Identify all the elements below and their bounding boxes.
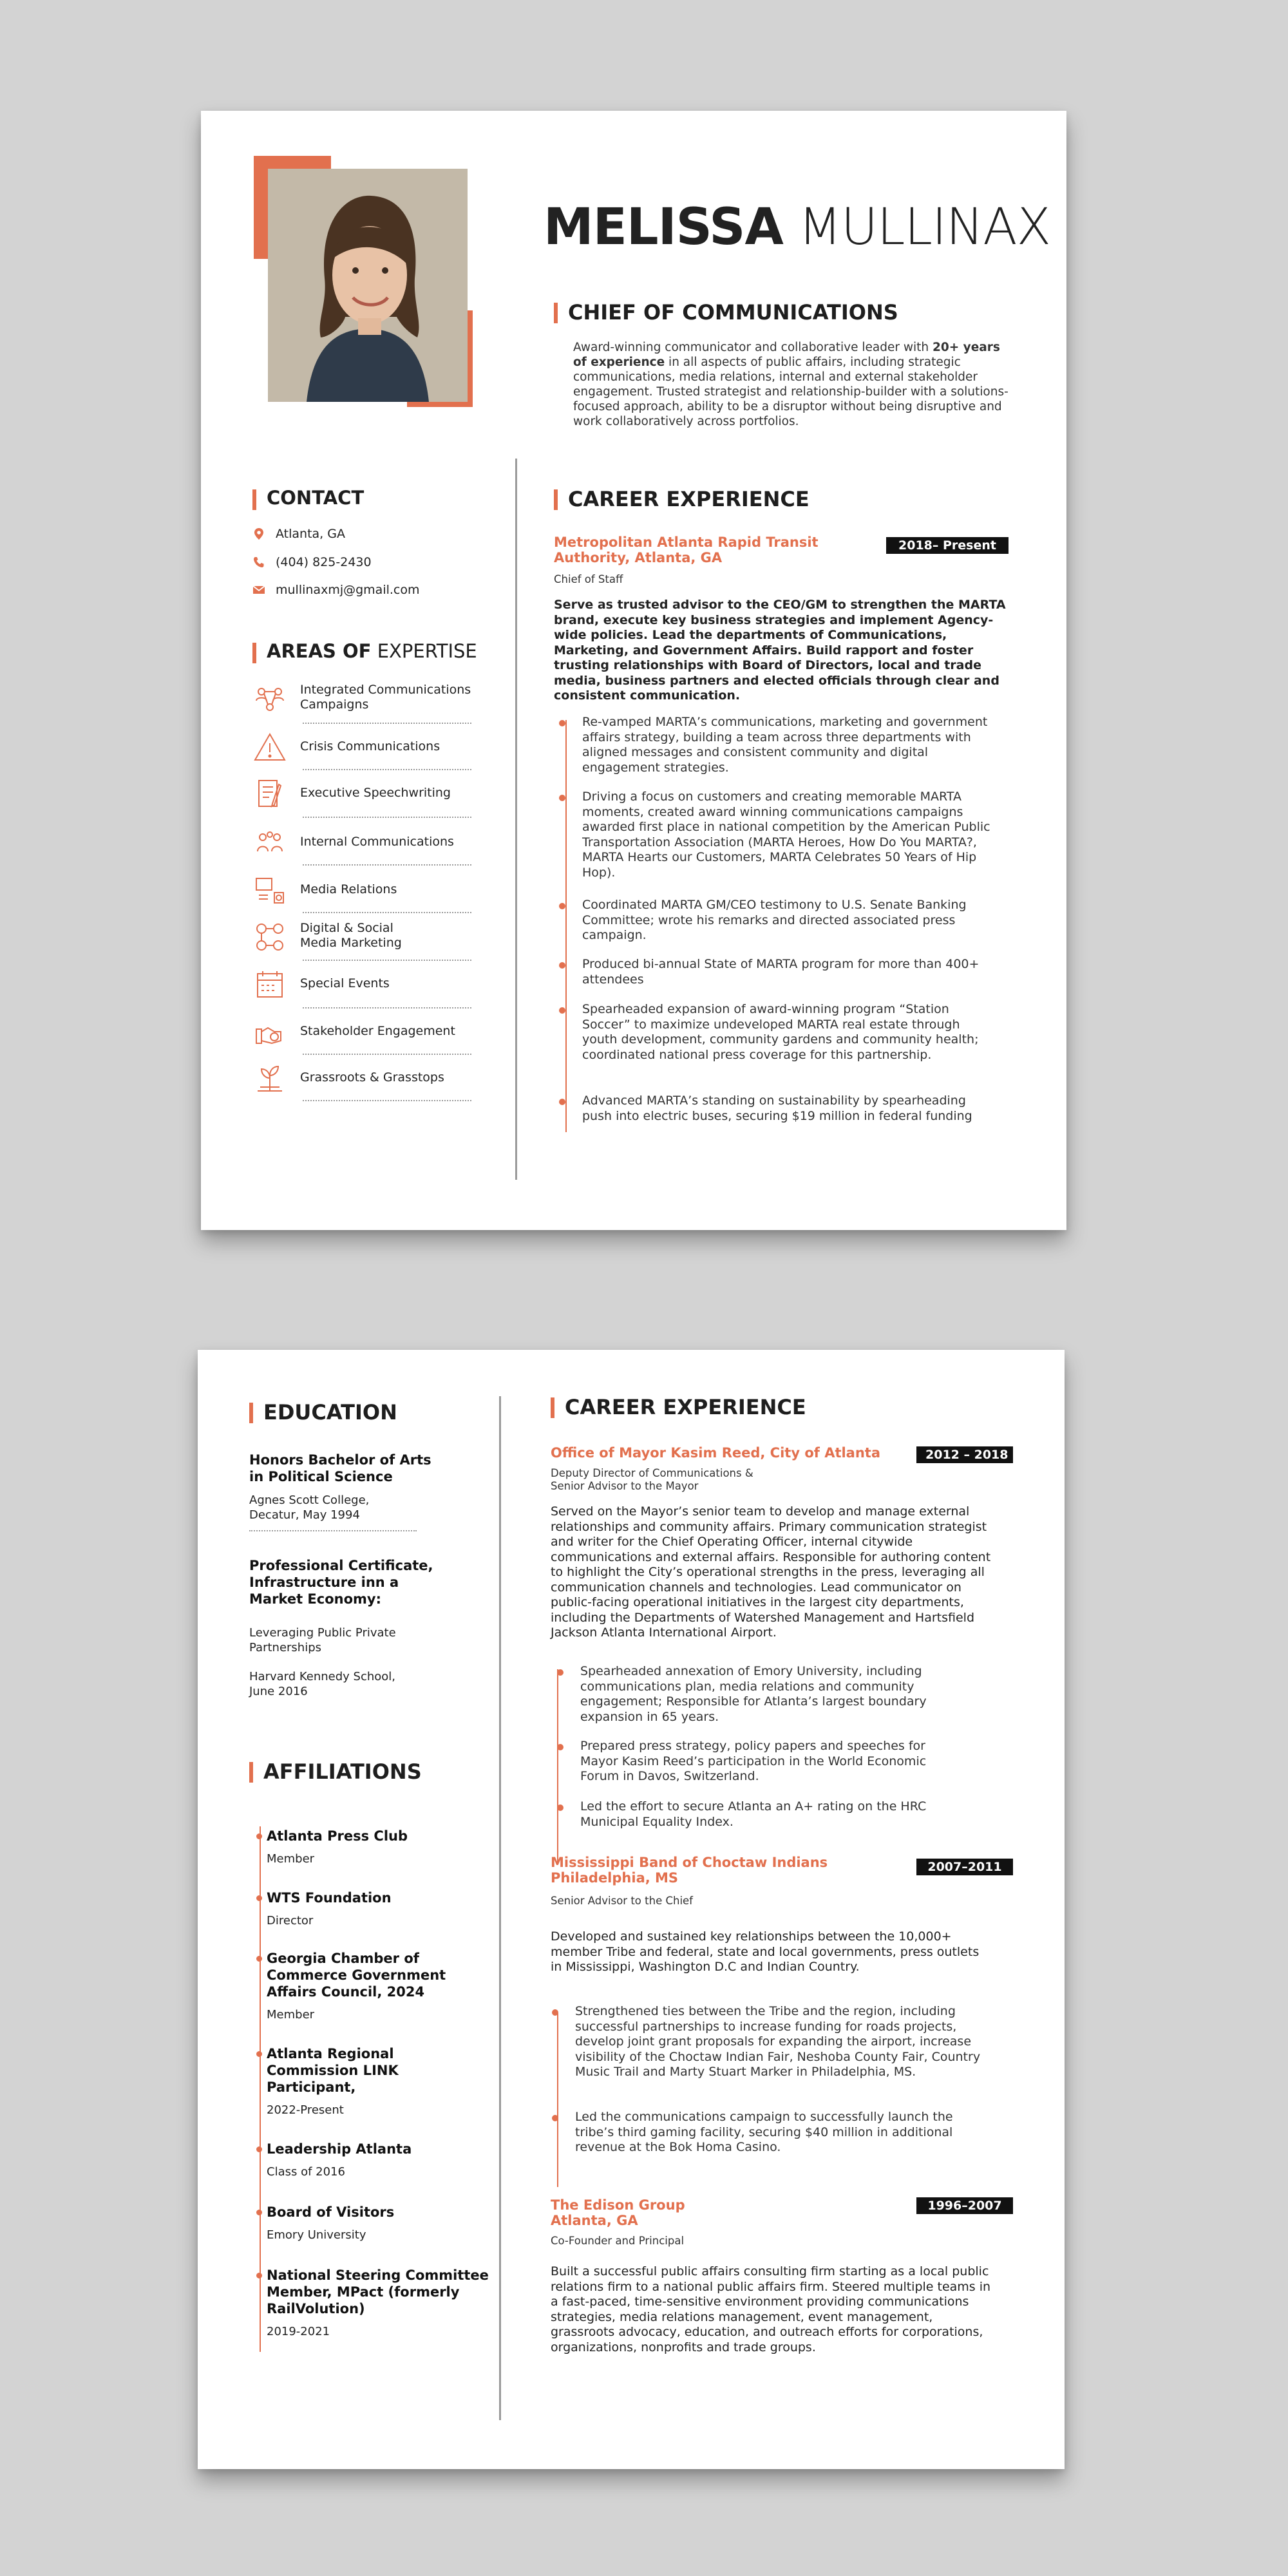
date-range-badge: 1996–2007 [916, 2197, 1013, 2214]
divider [249, 1530, 417, 1531]
affiliation-name: WTS Foundation [267, 1889, 498, 1906]
job-bullet: Prepared press strategy, policy papers and speeches for Mayor Kasim Reed’s participation in the World Economic Forum in Davos, Switzerland. [580, 1739, 967, 1785]
envelope-icon [252, 583, 265, 596]
profile-summary: Award-winning communicator and collaborative leader with 20+ years of experience in all aspects of public affairs, including strategic communications, media relations, internal and external stakeholder engagement. Trusted strategist and relationship-builder with a solutions-focused approach, ability to be a disruptor without being disruptive and work collaboratively across portfolios. [573, 341, 1009, 428]
divider [303, 864, 471, 866]
degree: Honors Bachelor of Arts in Political Science [249, 1452, 431, 1484]
document-pen-icon [252, 777, 287, 811]
job-role: Co-Founder and Principal [551, 2235, 685, 2247]
job-bullet: Spearheaded expansion of award-winning program “Station Soccer” to maximize undeveloped MARTA real estate through youth development, community gardens and community health; coordinated national press coverage for this partnership. [582, 1002, 994, 1063]
phone-icon [252, 556, 265, 569]
job-bullet: Led the communications campaign to successfully launch the tribe’s third gaming facility, securing $40 million in additional revenue at the Bok Homa Casino. [575, 2110, 987, 2155]
contact-location: Atlanta, GA [252, 527, 345, 541]
affiliation-role: Emory University [267, 2228, 366, 2242]
expertise-item: Grassroots & Grasstops [252, 1061, 471, 1096]
job-description: Developed and sustained key relationships between the 10,000+ member Tribe and federal, state and local governments, press outlets in Mississippi, Washington D.C and Indian Country. [551, 1929, 980, 1974]
people-network-icon [252, 683, 287, 717]
date-range-badge: 2018– Present [886, 537, 1009, 554]
contact-email[interactable]: mullinaxmj@gmail.com [252, 583, 420, 597]
social-icon [252, 920, 287, 954]
profile-photo [268, 169, 468, 402]
warning-icon [252, 730, 287, 765]
contact-heading: CONTACT [252, 487, 364, 509]
divider [303, 1100, 471, 1101]
affiliation-name: Leadership Atlanta [267, 2141, 498, 2157]
expertise-heading: AREAS OF EXPERTISE [252, 640, 477, 662]
job-bullet: Advanced MARTA’s standing on sustainability by spearheading push into electric buses, securing $19 million in federal funding [582, 1094, 994, 1124]
school: Harvard Kennedy School, June 2016 [249, 1670, 396, 1698]
company-name: Metropolitan Atlanta Rapid Transit Authority, Atlanta, GA [554, 535, 819, 565]
career-heading: CAREER EXPERIENCE [554, 487, 810, 511]
job-title-heading: CHIEF OF COMMUNICATIONS [554, 300, 898, 325]
job-role: Chief of Staff [554, 573, 623, 585]
job-bullet: Driving a focus on customers and creating memorable MARTA moments, created award winning communications campaigns awarded first place in national competition by the American Public Transportation Association (MARTA Heroes, How Do You MARTA?, MARTA Hearts our Customers, MARTA Celebrates 50 Years of Hip Hop). [582, 790, 994, 880]
expertise-item: Integrated Communications Campaigns [252, 683, 471, 717]
job-bullet: Coordinated MARTA GM/CEO testimony to U.S. Senate Banking Committee; wrote his remarks and directed associated press campaign. [582, 898, 994, 943]
education-heading: EDUCATION [249, 1400, 397, 1425]
school: Agnes Scott College, Decatur, May 1994 [249, 1493, 370, 1522]
divider [303, 1007, 471, 1009]
affiliation-name: Atlanta Regional Commission LINK Participant, [267, 2045, 434, 2096]
affiliation-name: Atlanta Press Club [267, 1828, 498, 1844]
divider [303, 817, 471, 818]
job-role: Senior Advisor to the Chief [551, 1895, 693, 1907]
expertise-item: Executive Speechwriting [252, 777, 471, 811]
divider [303, 912, 471, 913]
candidate-name [544, 198, 1051, 256]
date-range-badge: 2012 – 2018 [916, 1446, 1013, 1463]
divider [303, 769, 471, 770]
divider [303, 1054, 471, 1055]
company-name: Mississippi Band of Choctaw Indians Philadelphia, MS [551, 1855, 828, 1886]
affiliation-role: 2022-Present [267, 2103, 344, 2117]
company-name: The Edison Group Atlanta, GA [551, 2197, 685, 2228]
bullet-timeline [557, 2013, 558, 2187]
resume-page-2 [198, 1350, 1065, 2469]
date-range-badge: 2007–2011 [916, 1859, 1013, 1875]
calendar-icon [252, 967, 287, 1002]
certificate-course: Leveraging Public Private Partnerships [249, 1626, 396, 1654]
affiliation-name: Georgia Chamber of Commerce Government Affairs Council, 2024 [267, 1950, 473, 2000]
bullet-timeline [565, 720, 567, 1132]
affiliations-heading: AFFILIATIONS [249, 1759, 422, 1784]
job-bullet: Spearheaded annexation of Emory University, including communications plan, media relations and community engagement; Responsible for Atlanta’s largest boundary expansion in 65 years. [580, 1664, 967, 1725]
column-divider [515, 459, 517, 1180]
expertise-item: Stakeholder Engagement [252, 1015, 471, 1050]
plant-icon [252, 1061, 287, 1096]
affiliation-name: Board of Visitors [267, 2204, 498, 2221]
affiliation-name: National Steering Committee Member, MPact (formerly RailVolution) [267, 2267, 492, 2317]
job-bullet: Strengthened ties between the Tribe and the region, including successful partnerships to increase funding for roads projects, develop joint grant proposals for expanding the airport, increase visibility of the Choctaw Indian Fair, Neshoba County Fair, Country Music Trail and Marty Stuart Marker in Philadelphia, MS. [575, 2004, 987, 2080]
expertise-item: Internal Communications [252, 826, 471, 860]
job-description: Serve as trusted advisor to the CEO/GM to strengthen the MARTA brand, execute key business strategies and implement Agency-wide policies. Lead the departments of Communications, Marketing, and Government Affairs. Build rapport and foster trusting relationships with Board of Directors, local and trade media, business partners and elected officials through clear and consistent communication. [554, 598, 1006, 703]
affiliation-role: Director [267, 1914, 314, 1927]
certificate: Professional Certificate, Infrastructure inn a Market Economy: [249, 1558, 433, 1607]
affiliation-role: Member [267, 1852, 315, 1866]
job-role: Deputy Director of Communications & Senior Advisor to the Mayor [551, 1467, 753, 1492]
first-name: MELISSA [544, 198, 783, 256]
affiliation-role: 2019-2021 [267, 2325, 330, 2338]
expertise-item: Digital & Social Media Marketing [252, 920, 471, 954]
affiliation-role: Member [267, 2008, 315, 2022]
expertise-item: Special Events [252, 967, 471, 1002]
team-icon [252, 826, 287, 860]
divider [303, 960, 471, 961]
career-heading: CAREER EXPERIENCE [551, 1395, 806, 1419]
divider [303, 723, 471, 724]
expertise-item: Crisis Communications [252, 730, 471, 765]
contact-phone[interactable]: (404) 825-2430 [252, 555, 372, 569]
job-description: Served on the Mayor’s senior team to develop and manage external relationships and community affairs. Primary communication strategist and writer for the Chief Operating Officer, internal citywide communications and external affairs. Responsible for authoring content to highlight the City’s operational strengths in the press, leveraging all communication channels and technologies. Lead communicator on public-facing operational initiatives in the largest city departments, including the Departments of Watershed Management and Hartsfield Jackson Atlanta International Airport. [551, 1504, 991, 1640]
affiliation-role: Class of 2016 [267, 2165, 345, 2179]
job-description: Built a successful public affairs consulting firm starting as a local public relations firm to a national public affairs firm. Steered multiple teams in a fast-paced, time-sensitive environment providing communications strategies, media relations management, event management, grassroots advocacy, education, and outreach efforts for corporations, organizations, nonprofits and trade groups. [551, 2264, 991, 2354]
job-bullet: Produced bi-annual State of MARTA program for more than 400+ attendees [582, 957, 994, 987]
handshake-icon [252, 1015, 287, 1050]
media-icon [252, 873, 287, 908]
resume-page-1 [201, 111, 1066, 1230]
last-name: MULLINAX [798, 198, 1051, 256]
expertise-item: Media Relations [252, 873, 471, 908]
company-name: Office of Mayor Kasim Reed, City of Atlanta [551, 1445, 881, 1461]
column-divider [499, 1396, 501, 2420]
location-pin-icon [252, 527, 265, 540]
job-bullet: Re-vamped MARTA’s communications, marketing and government affairs strategy, building a team across three departments with aligned messages and consistent community and digital engagement strategies. [582, 715, 994, 775]
job-bullet: Led the effort to secure Atlanta an A+ rating on the HRC Municipal Equality Index. [580, 1799, 967, 1830]
bullet-timeline [557, 1669, 558, 1862]
